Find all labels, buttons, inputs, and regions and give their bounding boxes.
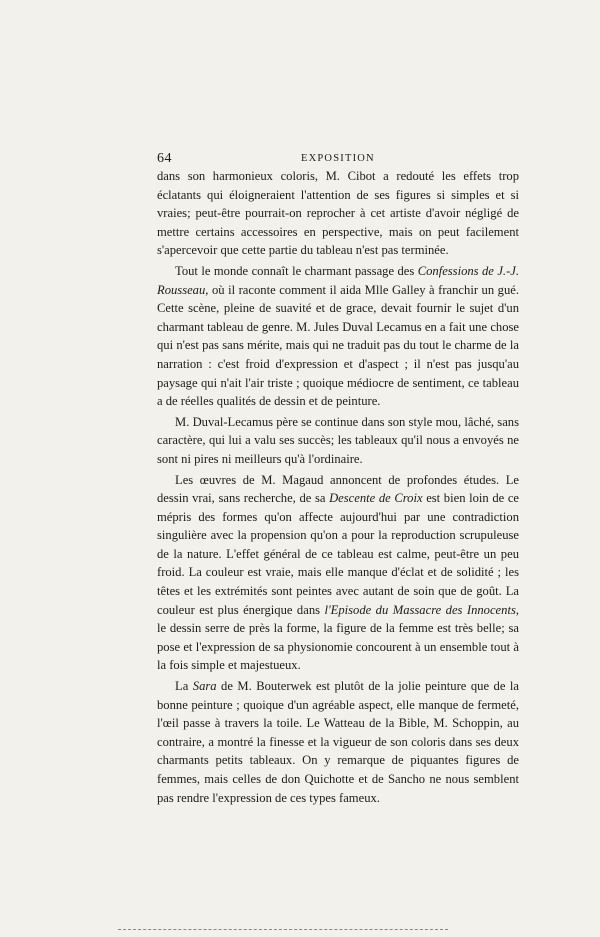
paragraph: [157, 262, 519, 411]
paragraph: [157, 677, 519, 807]
text-body: [157, 167, 519, 807]
paragraph: [157, 471, 519, 676]
paragraph-text: est bien loin de ce mépris des formes qu'on affecte aujourd'hui par une contradiction singulière avec la propension qu'on a pour la reproduction scrupuleuse de la nature. L'effet général de ce tableau est calme, peut-être un peu froid. La couleur est vraie, mais elle manque d'éclat et de solidité ; les têtes et les extrémités sont peintes avec autant de soin que de goût. La couleur est plus énergique dans: [157, 491, 519, 617]
running-title: EXPOSITION: [301, 153, 375, 164]
paragraph: [157, 167, 519, 260]
paragraph-text: Tout le monde connaît le charmant passage des: [175, 263, 418, 278]
paragraph-text: , où il raconte comment il aida Mlle Galley à franchir un gué. Cette scène, pleine de suavité et de grace, devait fournir le sujet d'un charmant tableau de genre. M. Jules Duval Lecamus en a fait une chose qui n'est pas sans mérite, mais qui ne traduit pas du tout le charme de la narration : c'est froid d'expression et d'aspect ; il n'est pas jusqu'au paysage qui n'ait l'air triste ; quoique médiocre de sentiment, ce tableau a de réelles qualités de dessin et de peinture.: [157, 282, 519, 409]
page-number: 64: [157, 151, 172, 166]
page-footer-rule: [118, 929, 448, 930]
paragraph-text: Les œuvres de M. Magaud annoncent de profondes études. Le dessin vrai, sans recherche, de sa: [157, 472, 519, 506]
paragraph-text: dans son harmonieux coloris, M. Cibot a redouté les effets trop éclatants qui éloigneraient l'attention de ses figures si simples et si vraies; peut-être pourrait-on reprocher à cet artiste d'avoir négligé de mettre certains accessoires en perspective, mais on peut facilement s'apercevoir que cette partie du tableau n'est pas terminée.: [157, 169, 519, 258]
paragraph-text: La: [175, 679, 193, 694]
paragraph-text: M. Duval-Lecamus père se continue dans son style mou, lâché, sans caractère, qui lui a valu ses succès; les tableaux qu'il nous a envoyés ne sont ni pires ni meilleurs qu'à l'ordinaire.: [157, 414, 519, 466]
artwork-title: Descente de Croix: [329, 491, 423, 506]
paragraph-text: de M. Bouterwek est plutôt de la jolie peinture que de la bonne peinture ; quoique d'un agréable aspect, elle manque de fermeté, l'œil passe à travers la toile. Le Watteau de la Bible, M. Schoppin, au contraire, a montré la finesse et la vigueur de son coloris dans ses deux charmants petits tableaux. On y remarque de piquantes figures de femmes, mais celles de don Quichotte et de Sancho ne nous semblent pas rendre l'expression de ces types fameux.: [157, 679, 519, 805]
paragraph: [157, 413, 519, 469]
artwork-title: Sara: [192, 679, 217, 694]
artwork-title: l'Episode du Massacre des Innocents: [324, 602, 516, 617]
book-title: Confessions de J.-J. Rousseau: [157, 263, 520, 297]
paragraph-text: , le dessin serre de près la forme, la figure de la femme est très belle; sa pose et l'expression de sa physionomie concourent à un ensemble tout à la fois simple et majestueux.: [157, 602, 519, 673]
